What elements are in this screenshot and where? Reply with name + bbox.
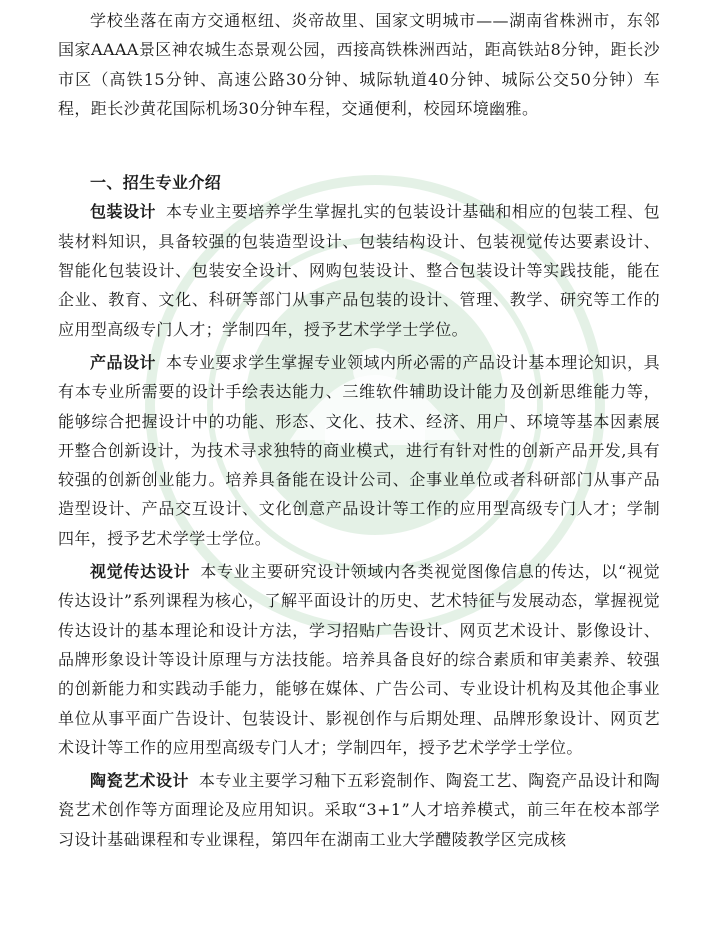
major-title: 视觉传达设计	[90, 562, 191, 582]
document-body	[58, 6, 660, 858]
school-location-paragraph: 学校坐落在南方交通枢纽、炎帝故里、国家文明城市——湖南省株洲市，东邻国家AAAA景区神农城生态景观公园，西接高铁株洲西站，距高铁站8分钟，距长沙市区（高铁15分钟、高速公路30分钟、城际轨道40分钟、城际公交50分钟）车程，距长沙黄花国际机场30分钟车程，交通便利，校园环境幽雅。	[58, 11, 660, 118]
major-ceramic-art-design	[58, 766, 660, 854]
major-description: 本专业主要研究设计领域内各类视觉图像信息的传达，以“视觉传达设计”系列课程为核心，了解平面设计的历史、艺术特征与发展动态，掌握视觉传达设计的基本理论和设计方法，学习招贴广告设计、网页艺术设计、影像设计、品牌形象设计等设计原理与方法技能。培养具备良好的综合素质和审美素养、较强的创新能力和实践动手能力，能够在媒体、广告公司、专业设计机构及其他企事业单位从事平面广告设计、包装设计、影视创作与后期处理、品牌形象设计、网页艺术设计等工作的应用型高级专门人才；学制四年，授予艺术学学士学位。	[58, 562, 660, 757]
major-product-design	[58, 348, 660, 553]
major-title: 包装设计	[90, 202, 156, 222]
major-description: 本专业要求学生掌握专业领域内所必需的产品设计基本理论知识，具有本专业所需要的设计手绘表达能力、三维软件辅助设计能力及创新思维能力等，能够综合把握设计中的功能、形态、文化、技术、经济、用户、环境等基本因素展开整合创新设计，为技术寻求独特的商业模式，进行有针对性的创新产品开发,具有较强的创新创业能力。培养具备能在设计公司、企事业单位或者科研部门从事产品造型设计、产品交互设计、文化创意产品设计等工作的应用型高级专门人才；学制四年，授予艺术学学士学位。	[58, 352, 660, 548]
major-title: 陶瓷艺术设计	[90, 771, 189, 791]
major-description: 本专业主要学习釉下五彩瓷制作、陶瓷工艺、陶瓷产品设计和陶瓷艺术创作等方面理论及应用知识。采取“3+1”人才培养模式，前三年在校本部学习设计基础课程和专业课程，第四年在湖南工业大学醴陵教学区完成核	[58, 771, 661, 849]
major-title: 产品设计	[90, 352, 156, 372]
major-visual-communication-design	[58, 557, 660, 762]
major-packaging-design	[58, 197, 660, 343]
section-heading-majors: 一、招生专业介绍	[90, 173, 222, 193]
major-description: 本专业主要培养学生掌握扎实的包装设计基础和相应的包装工程、包装材料知识，具备较强的包装造型设计、包装结构设计、包装视觉传达要素设计、智能化包装设计、包装安全设计、网购包装设计、整合包装设计等实践技能，能在企业、教育、文化、科研等部门从事产品包装的设计、管理、教学、研究等工作的应用型高级专门人才；学制四年，授予艺术学学士学位。	[58, 202, 660, 339]
